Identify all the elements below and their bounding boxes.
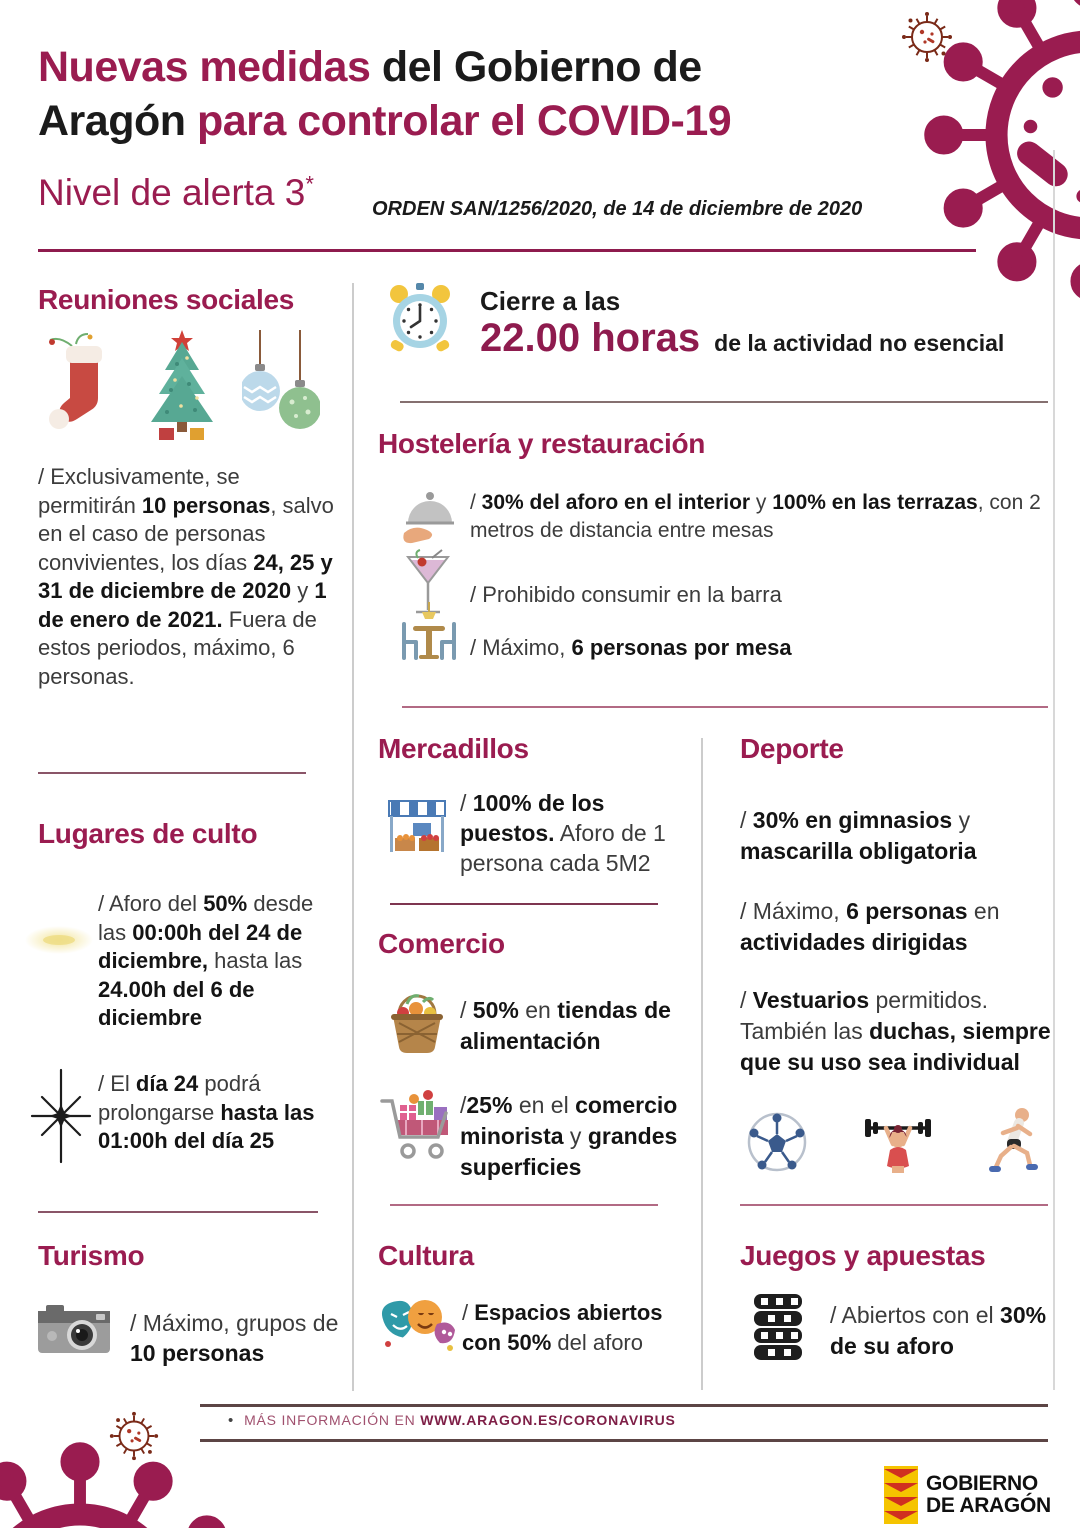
deporte-item-3: / Vestuarios permitidos. También las duchas, siempre que su uso sea individual: [740, 987, 1051, 1075]
column-divider-right: [701, 738, 703, 1390]
alert-asterisk: *: [305, 172, 314, 197]
section-heading: Comercio: [378, 928, 505, 959]
turismo-item: / Máximo, grupos de 10 personas: [130, 1310, 339, 1366]
juegos-item: / Abiertos con el 30% de su aforo: [830, 1302, 1047, 1359]
footer-info-prefix: MÁS INFORMACIÓN EN: [244, 1412, 421, 1428]
virus-small-icon: [106, 1408, 162, 1464]
christmas-ornaments-icon: [242, 330, 320, 442]
title-plain-1: del Gobierno de: [370, 43, 702, 91]
divider-comercio-cultura: [390, 1204, 658, 1206]
title-accent-2: para controlar el COVID-19: [196, 97, 732, 145]
divider-reuniones-culto: [38, 772, 306, 774]
section-heading: Deporte: [740, 733, 844, 764]
section-heading: Cultura: [378, 1240, 474, 1271]
theater-masks-icon: [380, 1292, 458, 1356]
footer-info-url[interactable]: WWW.ARAGON.ES/CORONAVIRUS: [420, 1412, 676, 1428]
title-plain-2: Aragón: [38, 97, 197, 145]
page-edge-border: [1053, 150, 1055, 1390]
reuniones-body: / Exclusivamente, se permitirán 10 personas, salvo en el caso de personas convivientes, los días 24, 25 y 31 de diciembre de 2020 y 1 de enero de 2021. Fuera de estos periodos, máximo, 6 personas.: [38, 464, 334, 689]
soccer-ball-icon: [745, 1110, 809, 1174]
divider-deporte-juegos: [740, 1204, 1048, 1206]
mercadillos-item: / 100% de los puestos. Aforo de 1 persona cada 5M2: [460, 790, 666, 876]
section-heading: Lugares de culto: [38, 818, 258, 849]
section-heading: Juegos y apuestas: [740, 1240, 986, 1271]
weightlifter-icon: [862, 1108, 934, 1178]
divider-banner-hosteleria: [400, 401, 1048, 403]
section-heading: Reuniones sociales: [38, 284, 295, 315]
poker-chips-icon: [748, 1290, 808, 1366]
hosteleria-item-2: / Prohibido consumir en la barra: [470, 582, 782, 607]
divider-culto-turismo: [38, 1211, 318, 1213]
footer-bullet: •: [228, 1412, 235, 1429]
christmas-tree-icon: [135, 328, 230, 443]
runner-icon: [982, 1106, 1042, 1178]
camera-icon: [36, 1303, 112, 1357]
footer-rule-top: [200, 1404, 1048, 1407]
closure-suffix: de la actividad no esencial: [714, 330, 1005, 356]
alert-level-text: Nivel de alerta 3: [38, 172, 306, 214]
logo-line-1: GOBIERNO: [926, 1472, 1038, 1495]
footer-rule-bottom: [200, 1439, 1048, 1442]
culto-item-2: / El día 24 podrá prolongarse hasta las 01:00h del día 25: [98, 1071, 315, 1153]
closure-time: 22.00 horas: [480, 316, 701, 360]
section-heading: Turismo: [38, 1240, 145, 1271]
logo-line-2: DE ARAGÓN: [926, 1494, 1051, 1517]
hosteleria-item-3: / Máximo, 6 personas por mesa: [470, 635, 792, 660]
culto-item-1: / Aforo del 50% desde las 00:00h del 24 de diciembre, hasta las 24.00h del 6 de diciembre: [98, 891, 314, 1030]
header-rule: [38, 249, 976, 252]
comercio-item-1: / 50% en tiendas de alimentación: [460, 997, 671, 1054]
title-accent-1: Nuevas medidas: [38, 43, 371, 91]
section-heading: Hostelería y restauración: [378, 428, 706, 459]
order-reference: ORDEN SAN/1256/2020, de 14 de diciembre de 2020: [372, 198, 863, 220]
food-basket-icon: [385, 988, 449, 1056]
table-and-chairs-icon: [396, 600, 462, 666]
market-stall-icon: [385, 795, 449, 859]
virus-small-icon: [898, 8, 956, 66]
candle-glow-icon: [24, 918, 94, 962]
divider-hosteleria-row2: [402, 706, 1048, 708]
column-divider-left: [352, 283, 354, 1391]
alert-level: [38, 172, 314, 214]
footer-info: [228, 1412, 676, 1429]
page-title: [38, 40, 888, 148]
deporte-item-2: / Máximo, 6 personas en actividades dirigidas: [740, 898, 1000, 955]
christmas-stocking-icon: [42, 332, 122, 437]
cultura-item: / Espacios abiertos con 50% del aforo: [462, 1300, 663, 1355]
logo-text: [926, 1473, 1051, 1517]
shopping-cart-gifts-icon: [378, 1085, 458, 1163]
comercio-item-2: /25% en el comercio minorista y grandes superficies: [460, 1092, 678, 1180]
closure-prefix: Cierre a las: [480, 286, 621, 316]
closure-line: [480, 316, 1004, 361]
deporte-item-1: / 30% en gimnasios y mascarilla obligatoria: [740, 807, 977, 864]
bethlehem-star-icon: [28, 1068, 94, 1164]
alarm-clock-icon: [383, 281, 457, 355]
gobierno-aragon-logo: [884, 1466, 1051, 1524]
hosteleria-item-1: / 30% del aforo en el interior y 100% en las terrazas, con 2 metros de distancia entre mesas: [470, 491, 1041, 542]
serving-cloche-icon: [398, 487, 458, 545]
divider-mercadillos-comercio: [390, 903, 658, 905]
aragon-flag-icon: [884, 1466, 918, 1524]
section-heading: Mercadillos: [378, 733, 529, 764]
